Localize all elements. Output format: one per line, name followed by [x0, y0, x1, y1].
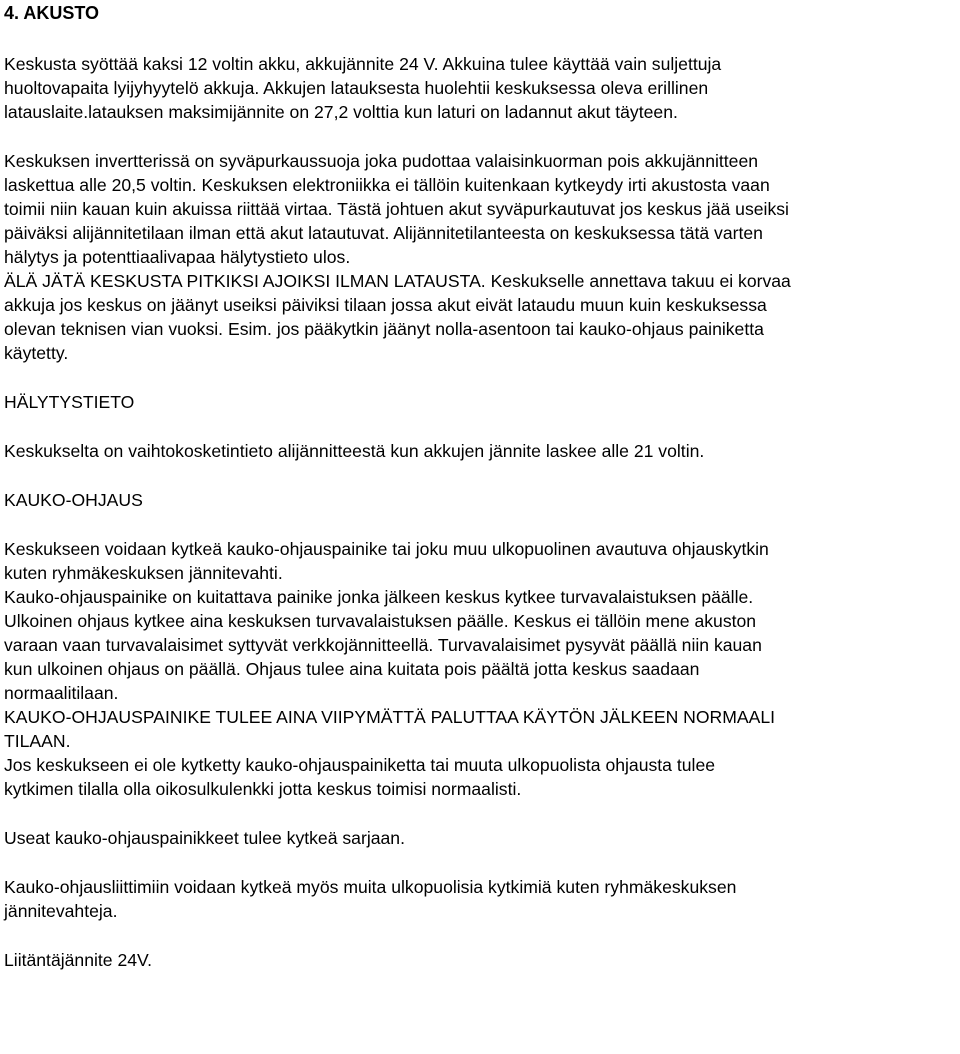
- text-line: huoltovapaita lyijyhyytelö akkuja. Akkujen latauksesta huolehtii keskuksessa oleva erillinen: [4, 78, 709, 98]
- text-line: päiväksi alijännitetilaan ilman että akut latautuvat. Alijännitetilanteesta on keskuksessa tätä varten: [4, 223, 763, 243]
- text-line: ÄLÄ JÄTÄ KESKUSTA PITKIKSI AJOIKSI ILMAN LATAUSTA. Keskukselle annettava takuu ei korvaa: [4, 271, 791, 291]
- kauko-ohjaus-paragraph-1: [4, 537, 956, 801]
- text-line: käytetty.: [4, 343, 69, 363]
- akusto-paragraph-2: [4, 149, 956, 365]
- spacer: [4, 463, 956, 488]
- kauko-ohjaus-paragraph-3: [4, 875, 956, 923]
- spacer: [4, 124, 956, 149]
- text-line: jännitevahteja.: [4, 901, 118, 921]
- kauko-ohjaus-heading: KAUKO-OHJAUS: [4, 490, 143, 510]
- spacer: [4, 923, 956, 948]
- text-line: latauslaite.latauksen maksimijännite on 27,2 volttia kun laturi on ladannut akut täyteen.: [4, 102, 678, 122]
- text-line: Keskuksen invertterissä on syväpurkaussuoja joka pudottaa valaisinkuorman pois akkujännitteen: [4, 151, 759, 171]
- text-line: Ulkoinen ohjaus kytkee aina keskuksen turvavalaistuksen päälle. Keskus ei tällöin mene akuston: [4, 611, 757, 631]
- text-line: Keskukseen voidaan kytkeä kauko-ohjauspainike tai joku muu ulkopuolinen avautuva ohjauskytkin: [4, 539, 769, 559]
- text-line: kytkimen tilalla olla oikosulkulenkki jotta keskus toimisi normaalisti.: [4, 779, 522, 799]
- section-title: 4. AKUSTO: [4, 3, 100, 23]
- text-line: KAUKO-OHJAUSPAINIKE TULEE AINA VIIPYMÄTTÄ PALUTTAA KÄYTÖN JÄLKEEN NORMAALI: [4, 707, 776, 727]
- text-line: TILAAN.: [4, 731, 71, 751]
- text-line: Keskusta syöttää kaksi 12 voltin akku, akkujännite 24 V. Akkuina tulee käyttää vain suljettuja: [4, 54, 722, 74]
- text-line: hälytys ja potenttiaalivapaa hälytystieto ulos.: [4, 247, 351, 267]
- spacer: [4, 512, 956, 537]
- text-line: kuten ryhmäkeskuksen jännitevahti.: [4, 563, 283, 583]
- spacer: [4, 414, 956, 439]
- text-line: Keskukselta on vaihtokosketintieto alijännitteestä kun akkujen jännite laskee alle 21 voltin.: [4, 441, 705, 461]
- text-line: toimii niin kauan kuin akuissa riittää virtaa. Tästä johtuen akut syväpurkautuvat jos keskus jää useiksi: [4, 199, 789, 219]
- text-line: Kauko-ohjauspainike on kuitattava painike jonka jälkeen keskus kytkee turvavalaistuksen päälle.: [4, 587, 754, 607]
- akusto-paragraph-1: [4, 52, 956, 124]
- text-line: kun ulkoinen ohjaus on päällä. Ohjaus tulee aina kuitata pois päältä jotta keskus saadaan: [4, 659, 700, 679]
- text-line: Jos keskukseen ei ole kytketty kauko-ohjauspainiketta tai muuta ulkopuolista ohjausta tulee: [4, 755, 716, 775]
- spacer: [4, 801, 956, 826]
- spacer: [4, 850, 956, 875]
- text-line: Useat kauko-ohjauspainikkeet tulee kytkeä sarjaan.: [4, 828, 405, 848]
- halytystieto-paragraph: [4, 439, 956, 463]
- kauko-ohjaus-paragraph-4: [4, 948, 956, 972]
- text-line: olevan teknisen vian vuoksi. Esim. jos pääkytkin jäänyt nolla-asentoon tai kauko-ohjaus painiketta: [4, 319, 764, 339]
- text-line: varaan vaan turvavalaisimet syttyvät verkkojännitteellä. Turvavalaisimet pysyvät päällä niin kauan: [4, 635, 762, 655]
- halytystieto-heading: HÄLYTYSTIETO: [4, 392, 135, 412]
- text-line: laskettua alle 20,5 voltin. Keskuksen elektroniikka ei tällöin kuitenkaan kytkeydy irti akustosta vaan: [4, 175, 770, 195]
- text-line: Kauko-ohjausliittimiin voidaan kytkeä myös muita ulkopuolisia kytkimiä kuten ryhmäkeskuksen: [4, 877, 737, 897]
- spacer: [4, 25, 956, 52]
- spacer: [4, 365, 956, 390]
- text-line: Liitäntäjännite 24V.: [4, 950, 153, 970]
- kauko-ohjaus-paragraph-2: [4, 826, 956, 850]
- document-page: [4, 0, 956, 972]
- text-line: akkuja jos keskus on jäänyt useiksi päiviksi tilaan jossa akut eivät lataudu muun kuin keskuksessa: [4, 295, 767, 315]
- text-line: normaalitilaan.: [4, 683, 119, 703]
